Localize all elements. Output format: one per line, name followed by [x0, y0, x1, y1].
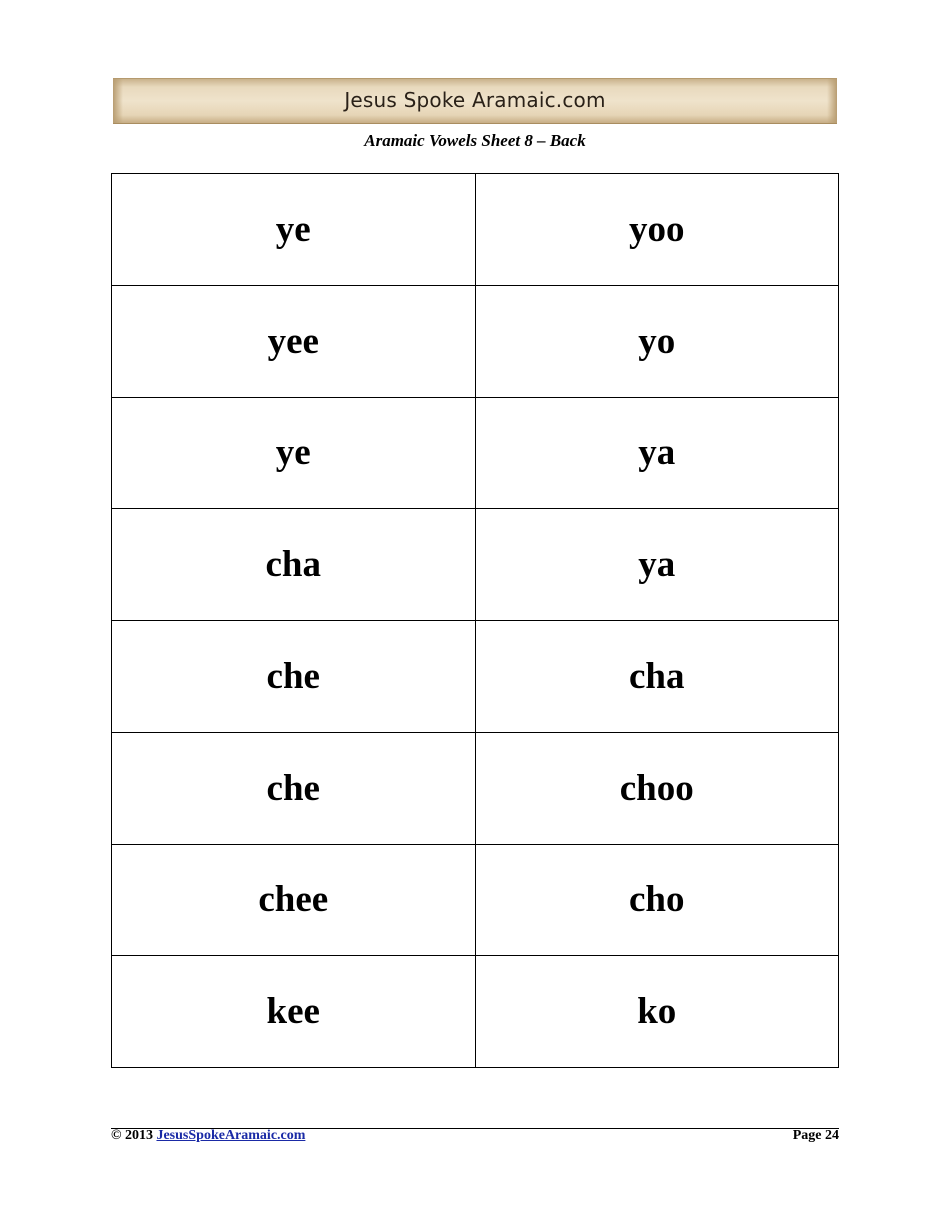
footer-copyright	[111, 1128, 305, 1144]
page-number: Page 24	[792, 1128, 839, 1143]
copyright-text: © 2013	[111, 1128, 157, 1143]
flashcard-cell: cho	[475, 844, 839, 956]
flashcard-cell: cha	[112, 509, 476, 621]
table-row	[112, 956, 839, 1068]
flashcard-cell: che	[112, 621, 476, 733]
flashcard-cell: yee	[112, 285, 476, 397]
flashcard-cell: choo	[475, 732, 839, 844]
flashcard-cell: yoo	[475, 174, 839, 286]
flashcard-cell: ko	[475, 956, 839, 1068]
site-link[interactable]: JesusSpokeAramaic.com	[156, 1128, 306, 1143]
flashcard-cell: ye	[112, 174, 476, 286]
table-row	[112, 621, 839, 733]
flashcard-cell: yo	[475, 285, 839, 397]
table-row	[112, 732, 839, 844]
flashcard-cell: kee	[112, 956, 476, 1068]
table-row	[112, 174, 839, 286]
flashcard-table	[111, 173, 839, 1068]
flashcard-cell: che	[112, 732, 476, 844]
sheet-title: Aramaic Vowels Sheet 8 – Back	[364, 131, 586, 150]
flashcard-cell: ya	[475, 509, 839, 621]
flashcard-cell: ye	[112, 397, 476, 509]
flashcard-cell: chee	[112, 844, 476, 956]
table-row	[112, 397, 839, 509]
table-row	[112, 509, 839, 621]
flashcard-cell: ya	[475, 397, 839, 509]
banner-title: Jesus Spoke Aramaic.com	[344, 88, 606, 112]
site-banner	[113, 78, 837, 124]
table-row	[112, 844, 839, 956]
flashcard-cell: cha	[475, 621, 839, 733]
table-row	[112, 285, 839, 397]
